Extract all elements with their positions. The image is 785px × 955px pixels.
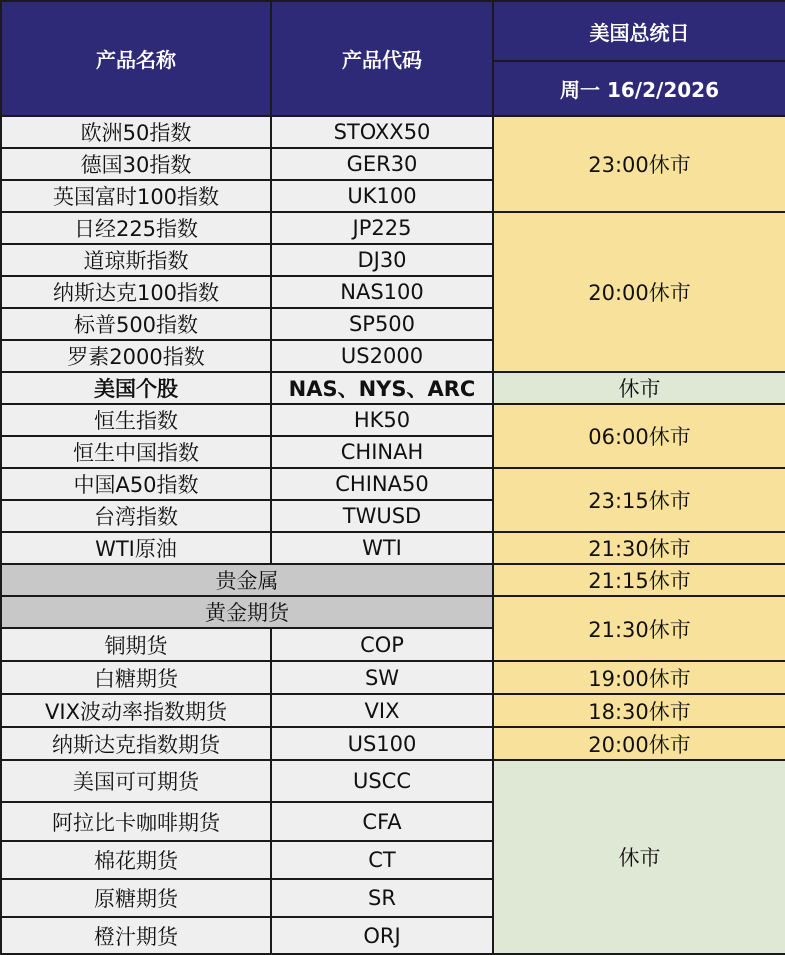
status-cell: 休市 <box>493 760 785 954</box>
header-date: 周一 16/2/2026 <box>493 61 785 116</box>
product-code: CHINA50 <box>271 468 493 500</box>
product-name: 橙汁期货 <box>1 917 271 954</box>
product-name: 棉花期货 <box>1 841 271 879</box>
product-name: 台湾指数 <box>1 500 271 532</box>
product-name: 日经225指数 <box>1 212 271 244</box>
table-row <box>1 727 785 760</box>
product-name: 罗素2000指数 <box>1 340 271 372</box>
status-cell: 休市 <box>493 372 785 404</box>
product-code: VIX <box>271 694 493 727</box>
product-name: 恒生中国指数 <box>1 436 271 468</box>
group-label: 贵金属 <box>1 564 493 596</box>
status-cell: 21:30休市 <box>493 596 785 661</box>
product-code: HK50 <box>271 404 493 436</box>
product-name: 德国30指数 <box>1 148 271 180</box>
header-product-name: 产品名称 <box>1 1 271 116</box>
product-code: UK100 <box>271 180 493 212</box>
product-code: TWUSD <box>271 500 493 532</box>
table-row <box>1 404 785 436</box>
header-row <box>1 1 785 61</box>
product-name: 白糖期货 <box>1 661 271 694</box>
product-name: 标普500指数 <box>1 308 271 340</box>
product-code: DJ30 <box>271 244 493 276</box>
status-cell: 19:00休市 <box>493 661 785 694</box>
product-code: STOXX50 <box>271 116 493 148</box>
product-code: USCC <box>271 760 493 802</box>
product-name: 英国富时100指数 <box>1 180 271 212</box>
product-code: ORJ <box>271 917 493 954</box>
product-code: CFA <box>271 802 493 841</box>
product-code: US100 <box>271 727 493 760</box>
group-label: 黄金期货 <box>1 596 493 628</box>
product-code: JP225 <box>271 212 493 244</box>
table-row <box>1 468 785 500</box>
product-code: NAS100 <box>271 276 493 308</box>
product-code: SP500 <box>271 308 493 340</box>
product-code: SW <box>271 661 493 694</box>
status-cell: 21:15休市 <box>493 564 785 596</box>
table-row <box>1 760 785 802</box>
product-name: 阿拉比卡咖啡期货 <box>1 802 271 841</box>
product-name: 美国个股 <box>1 372 271 404</box>
product-name: 铜期货 <box>1 628 271 661</box>
table-row <box>1 212 785 244</box>
table-row <box>1 661 785 694</box>
product-code: CHINAH <box>271 436 493 468</box>
product-code: GER30 <box>271 148 493 180</box>
product-code: WTI <box>271 532 493 564</box>
product-name: 欧洲50指数 <box>1 116 271 148</box>
status-cell: 23:15休市 <box>493 468 785 532</box>
product-code: US2000 <box>271 340 493 372</box>
status-cell: 23:00休市 <box>493 116 785 212</box>
product-name: 纳斯达克指数期货 <box>1 727 271 760</box>
product-name: WTI原油 <box>1 532 271 564</box>
product-name: 中国A50指数 <box>1 468 271 500</box>
status-cell: 20:00休市 <box>493 212 785 372</box>
group-row <box>1 596 785 628</box>
table-row <box>1 372 785 404</box>
product-name: 纳斯达克100指数 <box>1 276 271 308</box>
product-code: COP <box>271 628 493 661</box>
product-code: SR <box>271 879 493 917</box>
product-name: VIX波动率指数期货 <box>1 694 271 727</box>
status-cell: 18:30休市 <box>493 694 785 727</box>
header-product-code: 产品代码 <box>271 1 493 116</box>
status-cell: 21:30休市 <box>493 532 785 564</box>
status-cell: 06:00休市 <box>493 404 785 468</box>
table-row <box>1 694 785 727</box>
group-row <box>1 564 785 596</box>
product-name: 美国可可期货 <box>1 760 271 802</box>
table-row <box>1 532 785 564</box>
status-cell: 20:00休市 <box>493 727 785 760</box>
product-name: 道琼斯指数 <box>1 244 271 276</box>
table-row <box>1 116 785 148</box>
product-code: CT <box>271 841 493 879</box>
product-code: NAS、NYS、ARC <box>271 372 493 404</box>
product-name: 恒生指数 <box>1 404 271 436</box>
header-holiday: 美国总统日 <box>493 1 785 61</box>
product-name: 原糖期货 <box>1 879 271 917</box>
